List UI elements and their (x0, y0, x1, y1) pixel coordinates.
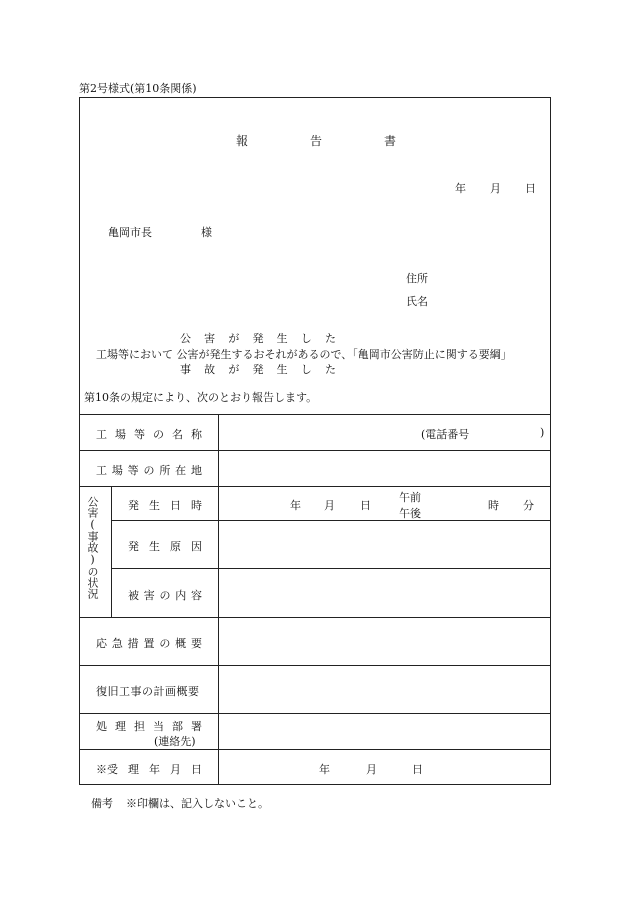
label-char: 生 (149, 540, 160, 553)
table-rule (111, 486, 112, 617)
label-char: 所 (159, 464, 171, 477)
label-char: 処 (96, 720, 107, 733)
label-char: 発 (128, 499, 139, 512)
dept-label (96, 718, 202, 734)
receipt-month: 月 (366, 763, 377, 776)
body-closing: 第10条の規定により、次のとおり報告します。 (84, 391, 318, 404)
dept-sub-label: (連絡先) (154, 735, 196, 748)
phone-close: ) (540, 426, 545, 439)
label-char: 在 (175, 464, 187, 477)
label-char: 等 (127, 464, 139, 477)
date-day: 日 (525, 182, 536, 195)
option-char: た (324, 363, 336, 376)
option-char: 害 (204, 332, 216, 345)
label-char: 工 (96, 428, 107, 441)
footer-note-text: ※印欄は、記入しないこと。 (126, 797, 269, 810)
option-pollution (180, 330, 336, 346)
table-rule (111, 520, 551, 521)
table-rule (79, 665, 551, 666)
occurrence-time-label (128, 497, 202, 513)
factory-location-label (96, 462, 202, 478)
time-pm: 午後 (399, 507, 421, 520)
phone-label: (電話番号 (421, 428, 470, 441)
title-char: 書 (383, 134, 396, 148)
label-char: 等 (134, 428, 145, 441)
label-char: 原 (170, 540, 181, 553)
label-char: 理 (115, 720, 126, 733)
table-rule (79, 617, 551, 618)
time-minute: 分 (523, 499, 534, 512)
label-char: 工 (96, 464, 107, 477)
option-char: 発 (252, 363, 264, 376)
label-char: 害 (143, 589, 155, 602)
label-char: の (159, 589, 171, 602)
cause-label (128, 538, 202, 554)
label-char: 理 (128, 763, 139, 776)
label-char: 担 (134, 720, 145, 733)
option-char: 公 (180, 332, 191, 345)
label-char: 当 (153, 720, 164, 733)
label-char: 発 (128, 540, 139, 553)
label-char: 名 (172, 428, 183, 441)
receipt-year: 年 (319, 763, 330, 776)
time-year: 年 (290, 499, 301, 512)
label-char: 応 (96, 637, 107, 650)
option-char: 故 (204, 363, 216, 376)
label-char: 日 (170, 499, 181, 512)
option-char: 発 (252, 332, 264, 345)
receipt-label (96, 761, 202, 777)
emergency-label (96, 635, 202, 651)
label-char: 被 (128, 589, 139, 602)
label-char: 生 (149, 499, 160, 512)
table-rule (218, 414, 219, 785)
label-char: 月 (170, 763, 181, 776)
label-char: 内 (175, 589, 187, 602)
label-char: の (153, 428, 164, 441)
label-char: 地 (190, 464, 202, 477)
time-day: 日 (360, 499, 371, 512)
label-char: 因 (191, 540, 202, 553)
label-char: 要 (190, 637, 202, 650)
table-rule (111, 568, 551, 569)
label-char: 急 (111, 637, 123, 650)
body-main-line: 工場等において 公害が発生するおそれがあるので、「亀岡市公害防止に関する要綱」 (96, 348, 512, 361)
label-char: 時 (191, 499, 202, 512)
restoration-label: 復旧工事の計画概要 (96, 685, 200, 698)
option-accident (180, 361, 336, 377)
form-id: 第2号様式(第10条関係) (79, 82, 197, 95)
footer-note-label: 備考 (91, 797, 113, 810)
table-rule (79, 749, 551, 750)
time-month: 月 (324, 499, 335, 512)
label-char: 容 (191, 589, 202, 602)
option-char: し (300, 332, 312, 345)
time-am: 午前 (399, 491, 421, 504)
situation-vertical-label: 公害(事故)の状況 (86, 496, 99, 599)
label-char: 年 (149, 763, 160, 776)
label-char: 置 (143, 637, 155, 650)
option-char: た (324, 332, 336, 345)
option-char: が (228, 363, 240, 376)
option-char: が (228, 332, 240, 345)
label-char: 称 (191, 428, 202, 441)
option-char: 生 (276, 363, 288, 376)
title-char: 告 (309, 134, 322, 148)
form-title (236, 132, 396, 149)
date-year: 年 (455, 182, 466, 195)
addressee-honorific: 様 (201, 226, 212, 239)
label-char: 概 (175, 637, 187, 650)
title-char: 報 (236, 134, 249, 148)
name-label: 氏名 (406, 295, 428, 308)
addressee-name: 亀岡市長 (108, 226, 152, 239)
address-label: 住所 (406, 272, 428, 285)
label-char: 部 (172, 720, 183, 733)
factory-name-label (96, 426, 202, 442)
label-char: 署 (191, 720, 202, 733)
receipt-day: 日 (412, 763, 423, 776)
date-month: 月 (490, 182, 501, 195)
label-char: 場 (115, 428, 126, 441)
table-rule (79, 486, 551, 487)
label-char: ※受 (96, 763, 118, 776)
label-char: 日 (191, 763, 202, 776)
option-char: し (300, 363, 312, 376)
time-hour: 時 (488, 499, 499, 512)
table-rule (79, 713, 551, 714)
label-char: の (159, 637, 171, 650)
option-char: 生 (276, 332, 288, 345)
table-rule (79, 414, 551, 415)
label-char: 場 (111, 464, 123, 477)
damage-label (128, 587, 202, 603)
label-char: の (143, 464, 155, 477)
label-char: 措 (127, 637, 139, 650)
option-char: 事 (180, 363, 191, 376)
table-rule (79, 450, 551, 451)
